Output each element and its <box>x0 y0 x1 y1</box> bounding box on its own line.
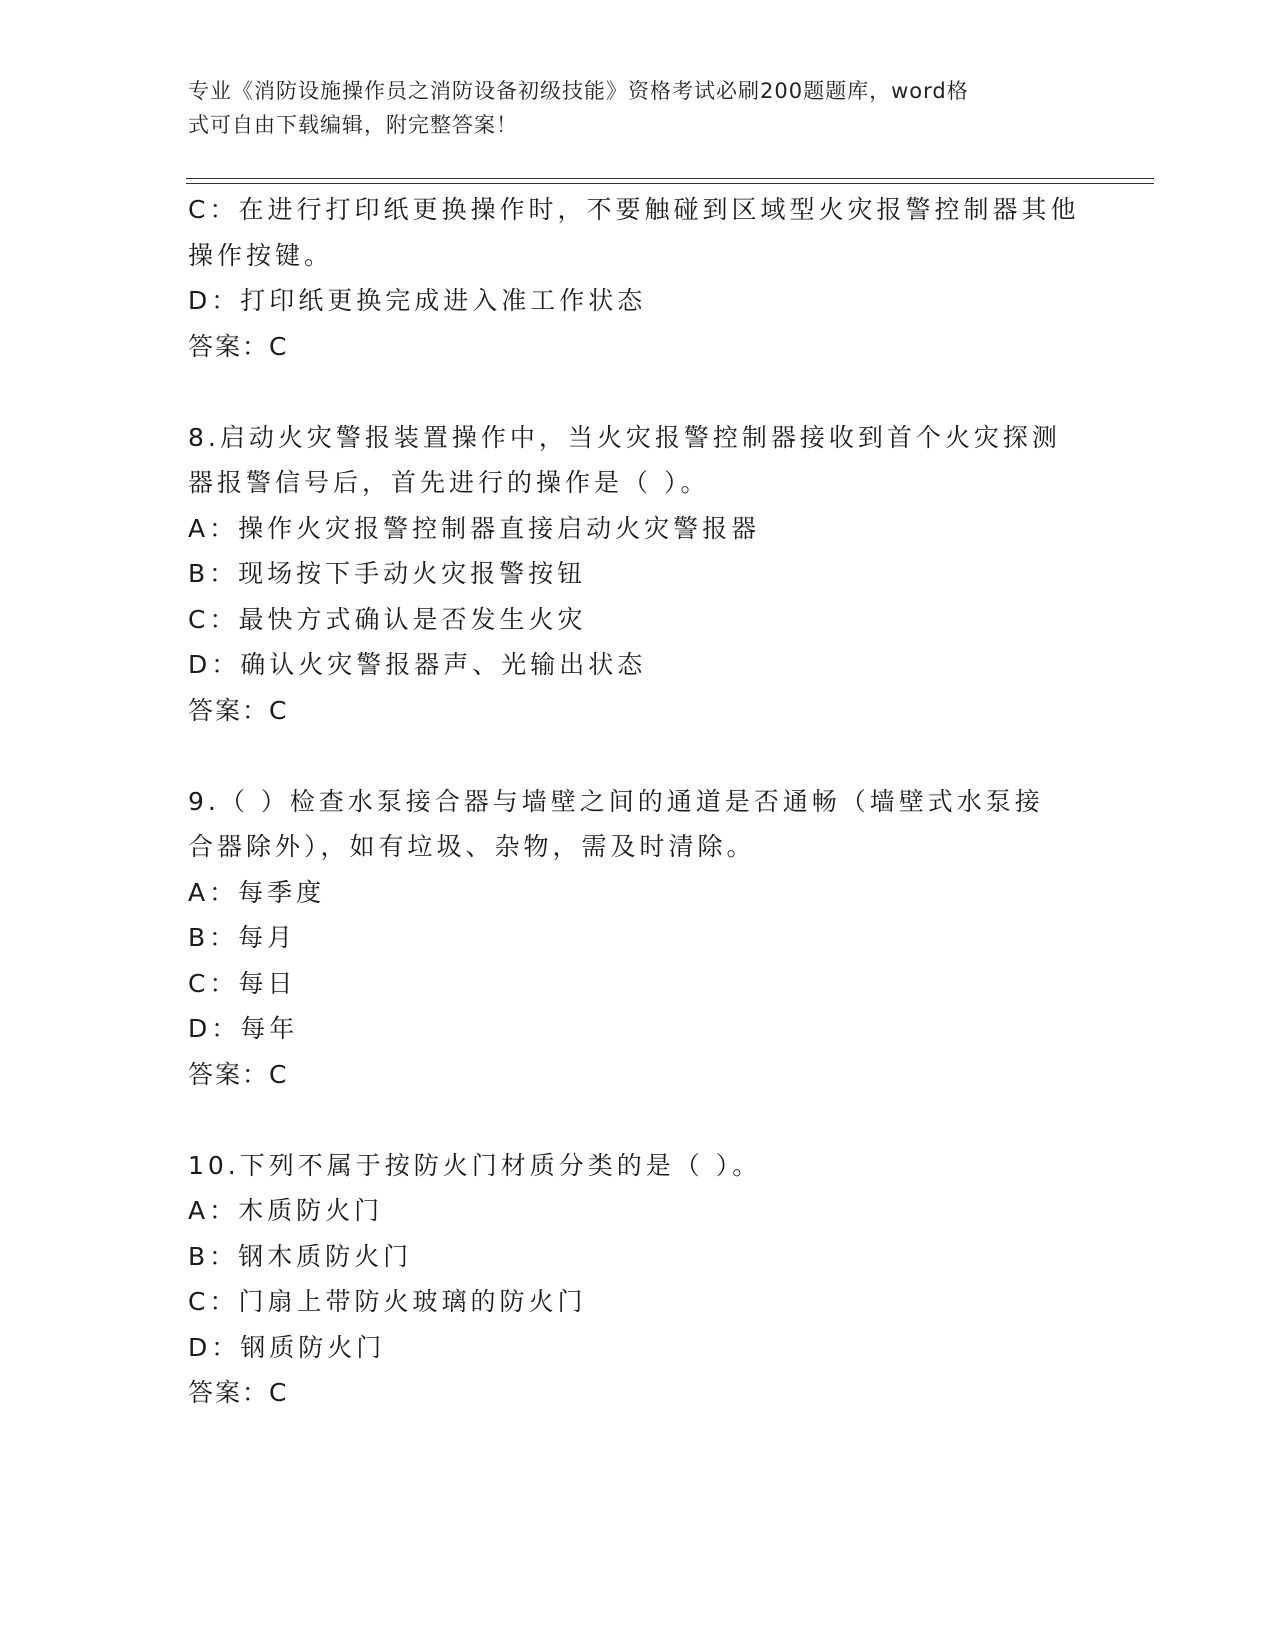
header-line-2: 式可自由下载编辑，附完整答案！ <box>188 113 518 137</box>
question-8-block <box>188 415 1088 734</box>
q7-answer: 答案：C <box>188 331 289 361</box>
q8-option-a: A：操作火灾报警控制器直接启动火灾警报器 <box>188 513 761 543</box>
header-divider-bottom <box>186 183 1154 184</box>
q10-stem-line1: 10.下列不属于按防火门材质分类的是（ ）。 <box>188 1150 762 1180</box>
q9-option-d: D：每年 <box>188 1014 299 1043</box>
q9-option-b: B：每月 <box>188 923 297 952</box>
q8-option-b: B：现场按下手动火灾报警按钮 <box>188 559 587 588</box>
q7-option-c-line1: C：在进行打印纸更换操作时，不要触碰到区域型火灾报警控制器其他 <box>188 195 1080 224</box>
question-9-block <box>188 779 1088 1098</box>
q10-answer: 答案：C <box>188 1378 289 1407</box>
q9-option-c: C：每日 <box>188 968 297 998</box>
q10-option-b: B：钢木质防火门 <box>188 1241 413 1271</box>
q10-option-d: D：钢质防火门 <box>188 1332 386 1362</box>
q8-stem-line1: 8.启动火灾警报装置操作中，当火灾报警控制器接收到首个火灾探测 <box>188 422 1061 452</box>
q9-stem-line2: 合器除外），如有垃圾、杂物，需及时清除。 <box>188 832 756 861</box>
q9-option-a: A：每季度 <box>188 877 326 907</box>
question-list <box>188 187 1088 1416</box>
q9-stem-line1: 9.（ ）检查水泵接合器与墙壁之间的通道是否通畅（墙壁式水泵接 <box>188 786 1044 816</box>
q10-option-c: C：门扇上带防火玻璃的防火门 <box>188 1287 587 1316</box>
q8-option-c: C：最快方式确认是否发生火灾 <box>188 604 587 634</box>
question-7-block <box>188 187 1088 369</box>
q7-option-d: D：打印纸更换完成进入准工作状态 <box>188 286 647 315</box>
spacer <box>188 1097 1088 1143</box>
q8-stem-line2: 器报警信号后，首先进行的操作是（ ）。 <box>188 468 710 497</box>
q8-option-d: D：确认火灾警报器声、光输出状态 <box>188 650 647 679</box>
q10-option-a: A：木质防火门 <box>188 1196 384 1225</box>
spacer <box>188 369 1088 415</box>
question-10-block <box>188 1143 1088 1416</box>
document-header <box>188 74 1068 142</box>
spacer <box>188 733 1088 779</box>
header-divider-top <box>186 178 1154 179</box>
q9-answer: 答案：C <box>188 1059 289 1089</box>
q7-option-c-line2: 操作按键。 <box>188 240 334 270</box>
q8-answer: 答案：C <box>188 695 289 725</box>
header-line-1: 专业《消防设施操作员之消防设备初级技能》资格考试必刷200题题库，word格 <box>188 79 969 103</box>
